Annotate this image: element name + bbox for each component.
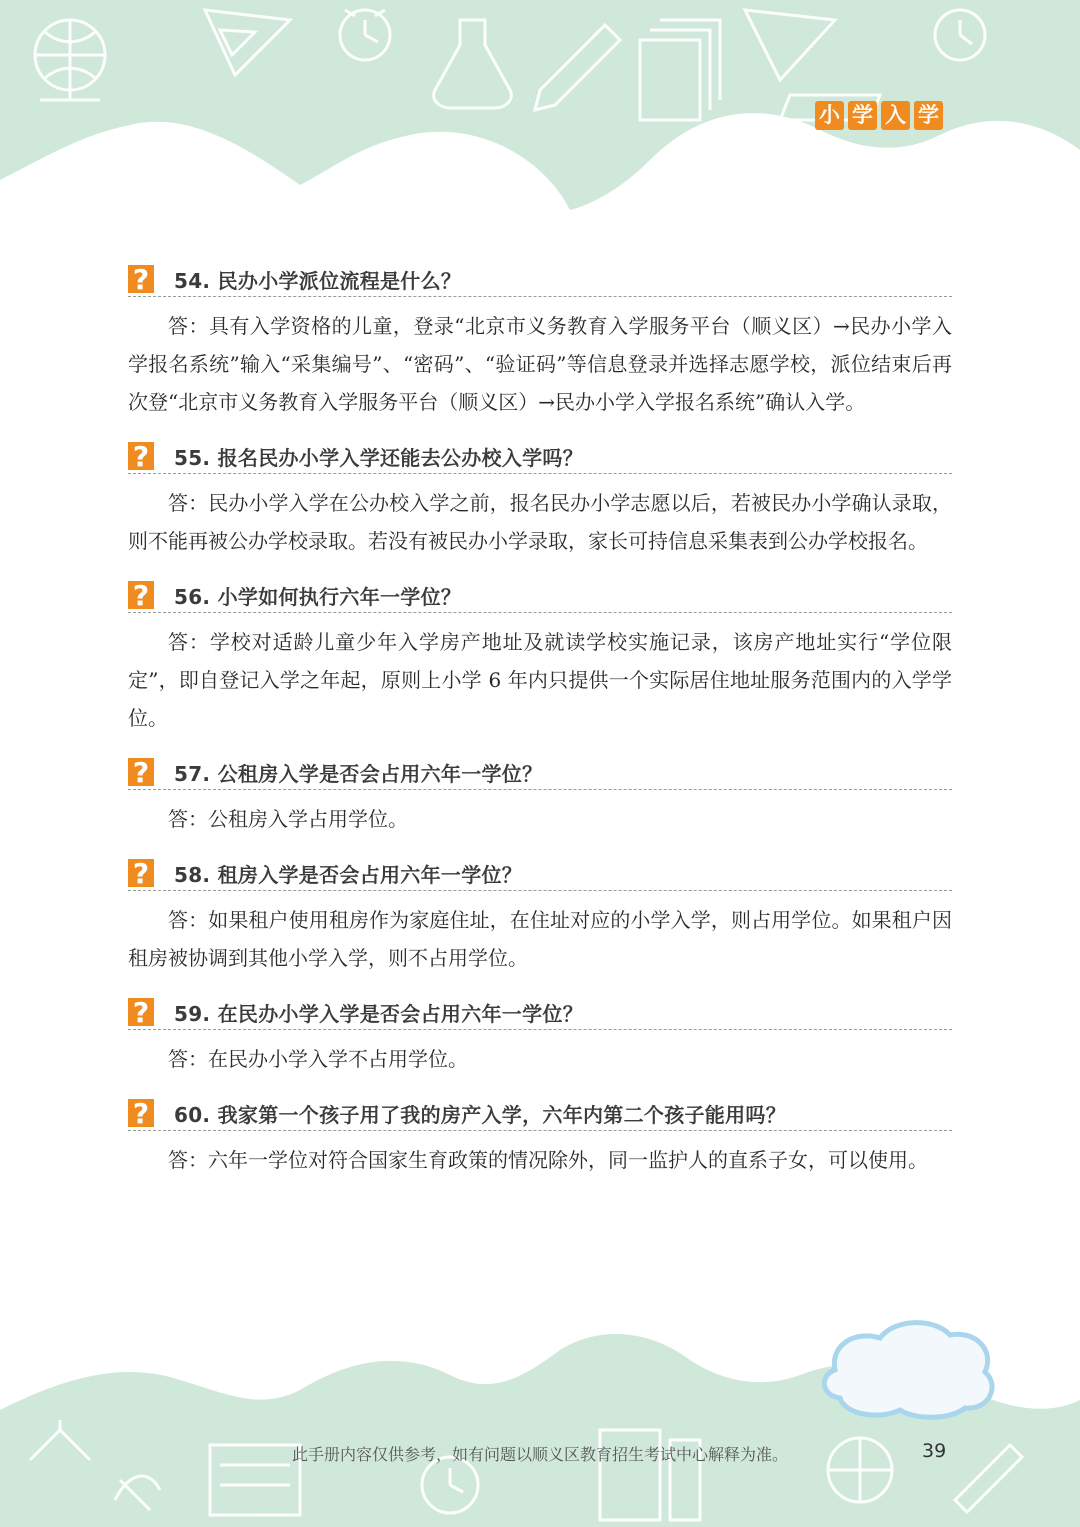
question-text: 57. 公租房入学是否会占用六年一学位？ bbox=[174, 761, 543, 786]
answer-text: 答：在民办小学入学不占用学位。 bbox=[168, 1047, 468, 1071]
svg-text:?: ? bbox=[132, 579, 150, 611]
question-row bbox=[128, 995, 952, 1030]
question-row bbox=[128, 1096, 952, 1131]
qa-item bbox=[128, 262, 952, 421]
svg-text:?: ? bbox=[132, 756, 150, 788]
qa-item bbox=[128, 856, 952, 977]
question-mark-icon bbox=[128, 579, 158, 611]
qa-list bbox=[128, 262, 952, 1197]
qa-item bbox=[128, 439, 952, 560]
question-text: 58. 租房入学是否会占用六年一学位？ bbox=[174, 862, 523, 887]
qa-item bbox=[128, 578, 952, 737]
footer-disclaimer: 此手册内容仅供参考，如有问题以顺义区教育招生考试中心解释为准。 bbox=[291, 1445, 788, 1464]
question-text: 54. 民办小学派位流程是什么？ bbox=[174, 268, 462, 293]
question-row bbox=[128, 856, 952, 891]
answer-text: 答：学校对适龄儿童少年入学房产地址及就读学校实施记录，该房产地址实行“学位限定”，即自登记入学之年起，原则上小学 6 年内只提供一个实际居住地址服务范围内的入学学位。 bbox=[128, 630, 952, 730]
badge-char: 学 bbox=[848, 101, 877, 130]
question-text: 55. 报名民办小学入学还能去公办校入学吗？ bbox=[174, 445, 583, 470]
question-text: 60. 我家第一个孩子用了我的房产入学，六年内第二个孩子能用吗？ bbox=[174, 1102, 786, 1127]
qa-item bbox=[128, 995, 952, 1078]
answer-text: 答：民办小学入学在公办校入学之前，报名民办小学志愿以后，若被民办小学确认录取，则不能再被公办学校录取。若没有被民办小学录取，家长可持信息采集表到公办学校报名。 bbox=[128, 491, 952, 553]
cloud-icon bbox=[824, 1323, 992, 1418]
question-mark-icon bbox=[128, 996, 158, 1028]
qa-item bbox=[128, 1096, 952, 1179]
question-mark-icon bbox=[128, 756, 158, 788]
answer-text: 答：六年一学位对符合国家生育政策的情况除外，同一监护人的直系子女，可以使用。 bbox=[168, 1148, 928, 1172]
svg-text:?: ? bbox=[132, 440, 150, 472]
question-mark-icon bbox=[128, 1097, 158, 1129]
question-text: 56. 小学如何执行六年一学位？ bbox=[174, 584, 462, 609]
answer-text: 答：如果租户使用租房作为家庭住址，在住址对应的小学入学，则占用学位。如果租户因租房被协调到其他小学入学，则不占用学位。 bbox=[128, 908, 952, 970]
question-text: 59. 在民办小学入学是否会占用六年一学位？ bbox=[174, 1001, 583, 1026]
qa-item bbox=[128, 755, 952, 838]
question-mark-icon bbox=[128, 440, 158, 472]
answer-text: 答：具有入学资格的儿童，登录“北京市义务教育入学服务平台（顺义区）→民办小学入学报名系统”输入“采集编号”、“密码”、“验证码”等信息登录并选择志愿学校，派位结束后再次登“北京市义务教育入学服务平台（顺义区）→民办小学入学报名系统”确认入学。 bbox=[128, 314, 952, 414]
page-number: 39 bbox=[922, 1440, 947, 1462]
question-row bbox=[128, 755, 952, 790]
svg-text:?: ? bbox=[132, 857, 150, 889]
footer-decoration bbox=[0, 1320, 1080, 1527]
badge-char: 入 bbox=[881, 101, 910, 130]
question-mark-icon bbox=[128, 857, 158, 889]
answer-text: 答：公租房入学占用学位。 bbox=[168, 807, 408, 831]
badge-char: 学 bbox=[914, 101, 943, 130]
svg-text:?: ? bbox=[132, 263, 150, 295]
question-row bbox=[128, 578, 952, 613]
question-row bbox=[128, 262, 952, 297]
badge-char: 小 bbox=[815, 101, 844, 130]
svg-text:?: ? bbox=[132, 996, 150, 1028]
question-mark-icon bbox=[128, 263, 158, 295]
question-row bbox=[128, 439, 952, 474]
svg-text:?: ? bbox=[132, 1097, 150, 1129]
section-badge bbox=[815, 101, 943, 130]
